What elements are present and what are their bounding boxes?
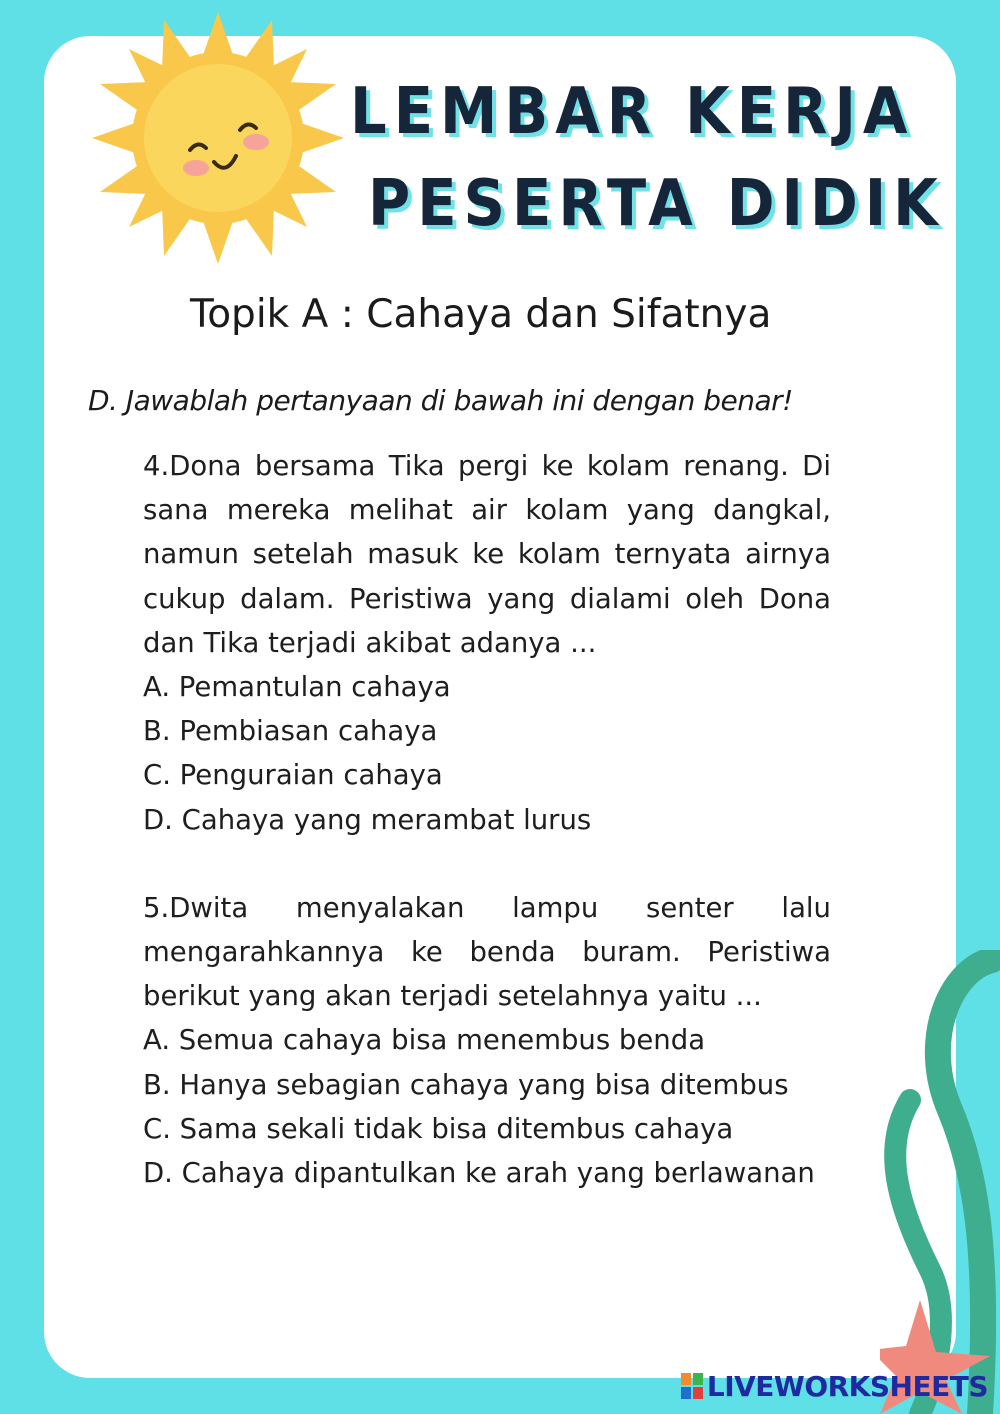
- title-line-2: PESERTA DIDIK: [368, 167, 945, 241]
- liveworksheets-logo-icon: [681, 1373, 703, 1399]
- question-4: [143, 444, 831, 842]
- option-d: D. Cahaya dipantulkan ke arah yang berlawanan: [143, 1157, 815, 1190]
- instruction-text: D. Jawablah pertanyaan di bawah ini dengan benar!: [88, 384, 793, 417]
- option-a: A. Semua cahaya bisa menembus benda: [143, 1024, 706, 1057]
- option-c: C. Sama sekali tidak bisa ditembus cahaya: [143, 1112, 734, 1145]
- option-c: C. Penguraian cahaya: [143, 759, 443, 792]
- option-b: B. Pembiasan cahaya: [143, 715, 438, 748]
- brand-name: LIVEWORKSHEETS: [706, 1369, 988, 1403]
- questions-section: [143, 444, 831, 1195]
- sun-icon: [92, 12, 344, 264]
- question-text: 5.Dwita menyalakan lampu senter lalu mengarahkannya ke benda buram. Peristiwa berikut yang akan terjadi setelahnya yaitu ...: [143, 891, 831, 1013]
- question-spacer: [143, 842, 831, 886]
- option-a: A. Pemantulan cahaya: [143, 671, 451, 704]
- option-b: B. Hanya sebagian cahaya yang bisa ditembus: [143, 1068, 789, 1101]
- topic-heading: Topik A : Cahaya dan Sifatnya: [190, 292, 772, 337]
- title-line-1: LEMBAR KERJA: [350, 75, 915, 149]
- liveworksheets-brand[interactable]: [681, 1366, 988, 1406]
- option-d: D. Cahaya yang merambat lurus: [143, 803, 592, 836]
- question-5: [143, 886, 831, 1195]
- question-text: 4.Dona bersama Tika pergi ke kolam renang. Di sana mereka melihat air kolam yang dangkal, namun setelah masuk ke kolam ternyata airnya cukup dalam. Peristiwa yang dialami oleh Dona dan Tika terjadi akibat adanya ...: [143, 450, 831, 659]
